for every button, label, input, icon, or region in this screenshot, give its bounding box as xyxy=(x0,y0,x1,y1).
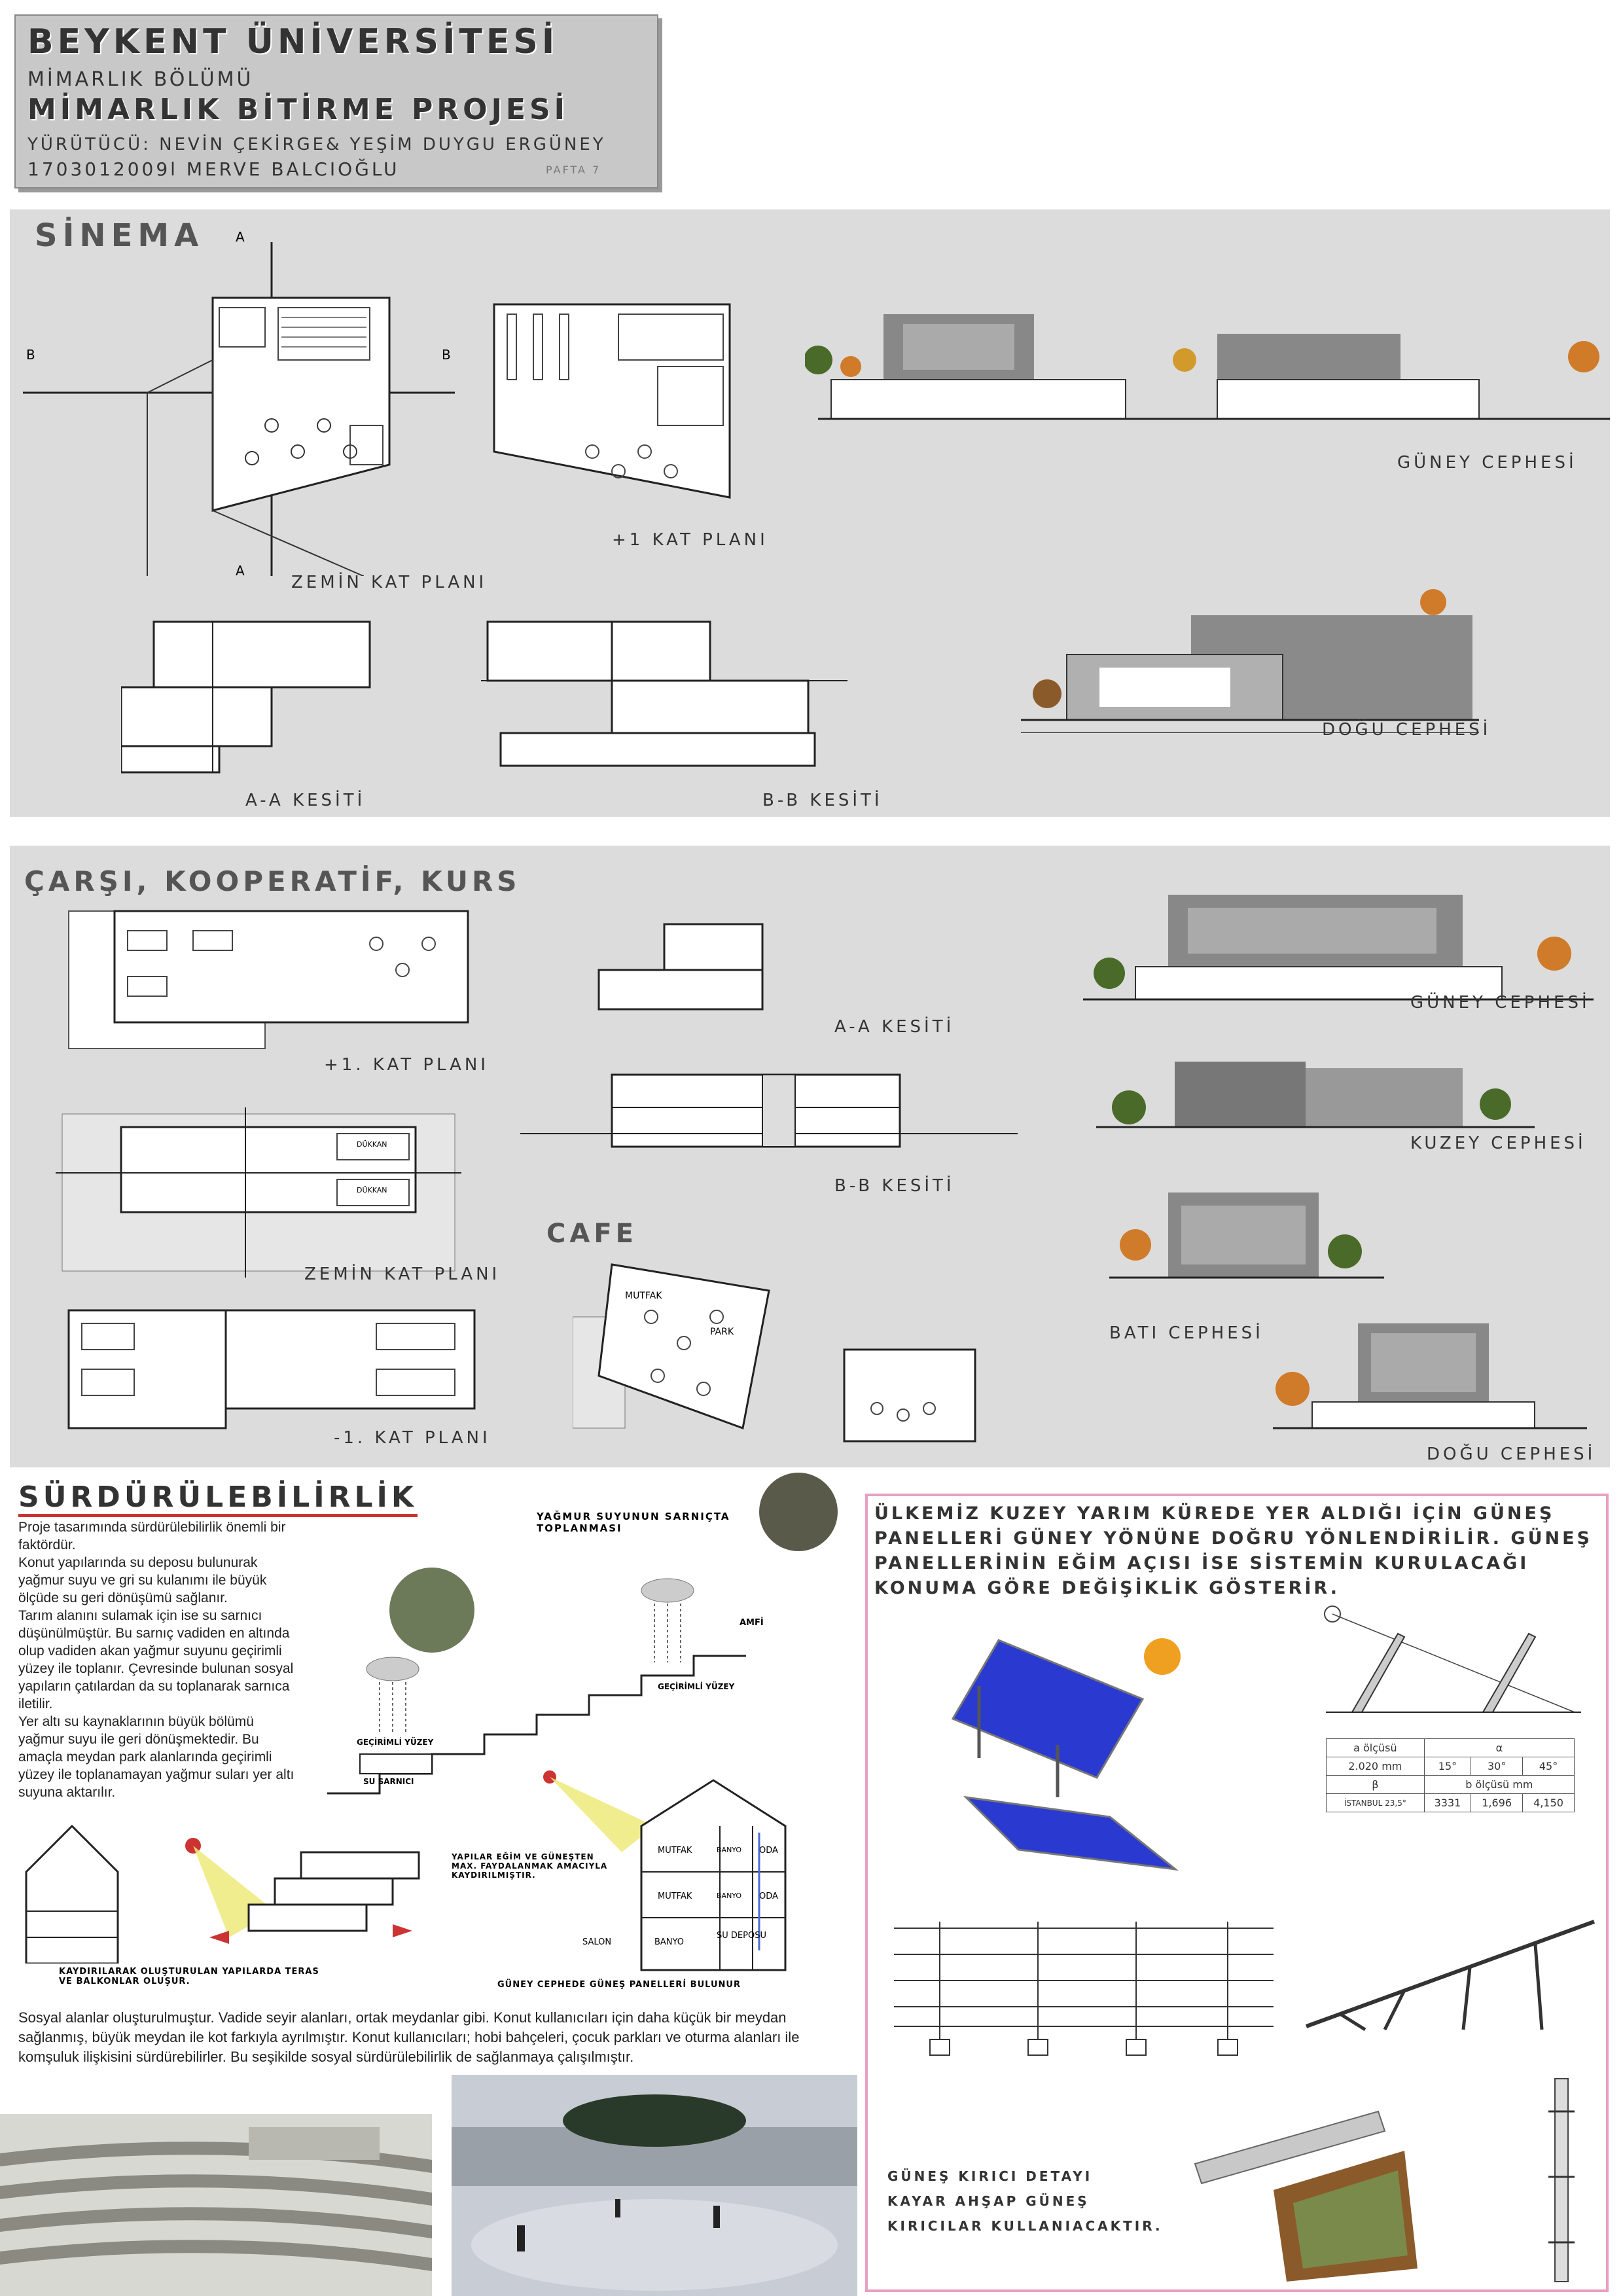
room-label-2: DÜKKAN xyxy=(357,1186,387,1194)
room-salon: SALON xyxy=(582,1937,612,1947)
room-oda-2: ODA xyxy=(759,1892,778,1901)
permeable-label-2: GEÇİRİMLİ YÜZEY xyxy=(357,1738,434,1747)
sinema-south-facade xyxy=(805,308,1610,432)
tilt-table-v2: 1,696 xyxy=(1471,1794,1523,1812)
tilt-table-r1c4: 45° xyxy=(1523,1757,1575,1776)
amphitheatre-render xyxy=(0,2114,432,2296)
sinema-ground-plan-caption: ZEMİN KAT PLANI xyxy=(291,573,488,592)
cafe-park-label: PARK xyxy=(710,1327,734,1337)
title-block xyxy=(14,14,658,188)
sheet-number: PAFTA 7 xyxy=(546,164,601,176)
sinema-ground-plan xyxy=(23,236,468,576)
terrace-caption: KAYDIRILARAK OLUŞTURULAN YAPILARDA TERAS VE BALKONLAR OLUŞUR. xyxy=(59,1967,319,1986)
carsi-ground-plan-caption: ZEMİN KAT PLANI xyxy=(304,1265,501,1284)
carsi-section-bb-caption: B-B KESİTİ xyxy=(834,1176,955,1196)
carsi-east-facade-caption: DOĞU CEPHESİ xyxy=(1427,1444,1596,1464)
solar-panel-illustration xyxy=(901,1627,1241,1902)
tilt-table-head-alpha: α xyxy=(1424,1739,1574,1757)
tilt-table-beta: β xyxy=(1327,1776,1425,1794)
carsi-south-facade-caption: GÜNEY CEPHESİ xyxy=(1410,993,1590,1013)
marker-b-left: B xyxy=(26,347,35,363)
room-mutfak-2: MUTFAK xyxy=(658,1892,692,1901)
sinema-section-aa xyxy=(121,615,376,779)
sinema-section-aa-caption: A-A KESİTİ xyxy=(245,791,366,810)
tilt-table-city xyxy=(1327,1794,1425,1812)
sinema-east-facade xyxy=(1021,576,1479,733)
marker-b-right: B xyxy=(442,347,451,363)
project-title: MİMARLIK BİTİRME PROJESİ xyxy=(27,93,569,126)
plaza-render xyxy=(452,2075,857,2296)
sinema-section-bb xyxy=(481,615,847,779)
sunbreaker-detail xyxy=(1182,2072,1522,2282)
tilt-table-v1: 3331 xyxy=(1424,1794,1471,1812)
terrace-diagram xyxy=(20,1806,438,1964)
sustainability-intro: Proje tasarımında sürdürülebilirlik önemli bir faktördür. Konut yapılarında su deposu bulunurak yağmur suyu ve gri su kulanımı ile büyük ölçüde su geri dönüşümü sağlanır. Tarım alanını sulamak için ise su sarnıcı düşünülmüştür. Bu sarnıç vadiden en altında olup vadiden akan yağmur suyunu geçirimli yüzey ile toplanır. Çevresinde bulunan sosyal yapıların çatılardan da su toplanarak sarnıca iletilir. Yer altı su kaynaklarının büyük bölümü yağmur suyu ile geri dönüşmektedir. Bu amaçla meydan park alanlarında geçirimli yüzey ile toplanamayan yağmur suları yer altı suyuna aktarılır. xyxy=(18,1520,294,1800)
panel-frame-elevation xyxy=(887,1915,1280,2059)
sun-caption: YAPILAR EĞİM VE GÜNEŞTEN MAX. FAYDALANMAK AMACIYLA KAYDIRILMIŞTIR. xyxy=(452,1852,608,1880)
room-banyo-1: BANYO xyxy=(717,1846,742,1854)
cafe-title: CAFE xyxy=(546,1219,637,1249)
social-sustainability-text: Sosyal alanlar oluşturulmuştur. Vadide seyir alanları, ortak meydanlar gibi. Konut kullanıcıları için daha küçük bir meydan sağlanmış, büyük meydan ile kot farkıyla ayrılmıştır. Konut kullanıcıları; hobi bahçeleri, çocuk parkları ve oturma alanları ile komşuluk ilişkisini sürdürebilirler. Bu seşikilde sosyal sürdürülebilirlik de sağlanmaya çalışılmıştır. xyxy=(18,2009,800,2065)
room-label-1: DÜKKAN xyxy=(357,1140,387,1149)
marker-a-bottom: A xyxy=(236,563,245,579)
amfi-label: AMFİ xyxy=(740,1618,764,1628)
tilt-table xyxy=(1326,1738,1575,1812)
carsi-section-aa xyxy=(586,918,821,1022)
permeable-label: GEÇİRİMLİ YÜZEY xyxy=(658,1682,735,1691)
tilt-table-v0: 23,5° xyxy=(1385,1798,1406,1808)
solar-text: ÜLKEMİZ KUZEY YARIM KÜREDE YER ALDIĞI İÇİN GÜNEŞ PANELLERİ GÜNEY YÖNÜNE DOĞRU YÖNLENDİRİLİR. GÜNEŞ PANELLERİNİN EĞİM AÇISI İSE SİSTEMİN KURULACAĞI KONUMA GÖRE DEĞİŞİKLİK GÖSTERİR. xyxy=(874,1503,1593,1598)
carsi-north-facade xyxy=(1083,1049,1541,1140)
cafe-small-plan xyxy=(838,1343,982,1448)
tilt-table-r1c3: 30° xyxy=(1471,1757,1523,1776)
panel-truss-side xyxy=(1300,1915,1601,2033)
sinema-upper-plan xyxy=(488,301,769,537)
room-mutfak-1: MUTFAK xyxy=(658,1846,692,1856)
room-banyo-3: BANYO xyxy=(654,1937,684,1947)
carsi-lower-plan-caption: -1. KAT PLANI xyxy=(334,1428,491,1448)
sinema-section-bb-caption: B-B KESİTİ xyxy=(762,791,883,810)
university-name: BEYKENT ÜNİVERSİTESİ xyxy=(27,22,559,62)
carsi-east-facade xyxy=(1273,1317,1587,1435)
carsi-section-aa-caption: A-A KESİTİ xyxy=(834,1017,955,1037)
cafe-mutfak-label: MUTFAK xyxy=(625,1291,662,1301)
sinema-panel xyxy=(10,209,1610,817)
tilt-table-r1c1: 2.020 mm xyxy=(1327,1757,1425,1776)
sunbreaker-section xyxy=(1542,2072,1581,2288)
tilt-table-head-a: a ölçüsü xyxy=(1327,1739,1425,1757)
carsi-upper-plan-caption: +1. KAT PLANI xyxy=(324,1055,490,1075)
tilt-table-v3: 4,150 xyxy=(1523,1794,1575,1812)
carsi-west-facade-caption: BATI CEPHESİ xyxy=(1109,1323,1264,1343)
sinema-title: SİNEMA xyxy=(35,217,204,254)
advisors: YÜRÜTÜCÜ: NEVİN ÇEKİRGE& YEŞİM DUYGU ERGÜNEY xyxy=(27,135,606,154)
sunbreaker-caption: GÜNEŞ KIRICI DETAYI KAYAR AHŞAP GÜNEŞ KIRICILAR KULLANIACAKTIR. xyxy=(887,2168,1163,2234)
tilt-table-r1c2: 15° xyxy=(1424,1757,1471,1776)
carsi-west-facade xyxy=(1109,1179,1384,1297)
tilt-table-city-label: İSTANBUL xyxy=(1344,1798,1383,1808)
carsi-lower-plan xyxy=(62,1304,481,1441)
tilt-angle-diagram xyxy=(1313,1594,1588,1725)
cistern-label: SU SARNICI xyxy=(363,1777,414,1786)
tilt-table-b-label: b ölçüsü mm xyxy=(1424,1776,1574,1794)
rain-label: YAĞMUR SUYUNUN SARNIÇTA TOPLANMASI xyxy=(537,1511,730,1534)
carsi-title: ÇARŞI, KOOPERATİF, KURS xyxy=(24,865,521,897)
student: 1703012009l MERVE BALCIOĞLU xyxy=(27,158,400,180)
carsi-section-bb xyxy=(520,1068,1018,1153)
panel-caption: GÜNEY CEPHEDE GÜNEŞ PANELLERİ BULUNUR xyxy=(497,1980,741,1990)
solar-box xyxy=(865,1494,1609,2292)
carsi-panel xyxy=(10,846,1610,1467)
carsi-ground-plan xyxy=(56,1107,461,1278)
room-oda-1: ODA xyxy=(759,1846,778,1856)
carsi-north-facade-caption: KUZEY CEPHESİ xyxy=(1410,1134,1586,1153)
sinema-south-facade-caption: GÜNEY CEPHESİ xyxy=(1397,453,1577,473)
sinema-east-facade-caption: DOĞU CEPHESİ xyxy=(1322,720,1491,740)
sinema-upper-plan-caption: +1 KAT PLANI xyxy=(612,530,768,550)
marker-a-top: A xyxy=(236,229,245,245)
cafe-plan xyxy=(573,1258,782,1435)
room-su-deposu: SU DEPOSU xyxy=(717,1931,766,1941)
room-banyo-2: BANYO xyxy=(717,1892,742,1900)
department-name: MİMARLIK BÖLÜMÜ xyxy=(27,68,254,91)
carsi-upper-plan xyxy=(62,905,481,1055)
sustainability-title: SÜRDÜRÜLEBİLİRLİK xyxy=(18,1480,418,1517)
